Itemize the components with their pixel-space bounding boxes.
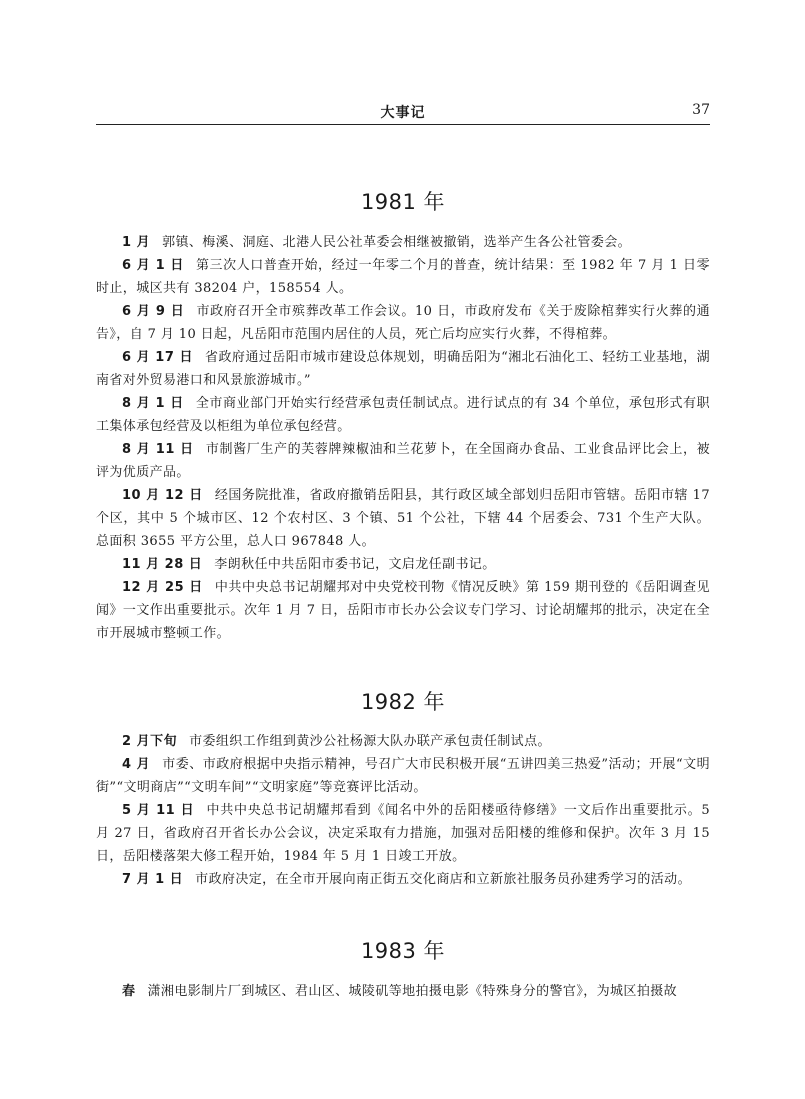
event-entry [96,231,710,254]
event-text: 郭镇、梅溪、洞庭、北港人民公社革委会相继被撤销，选举产生各公社管委会。 [162,235,632,250]
year-heading: 1981 年 [360,190,446,214]
event-date: 8 月 1 日 [122,396,184,411]
event-date: 6 月 9 日 [122,304,185,319]
event-text: 全市商业部门开始实行经营承包责任制试点。进行试点的有 34 个单位，承包形式有职工集体承包经营及以柜组为单位承包经营。 [96,396,710,434]
event-entry [96,254,710,300]
event-date: 6 月 17 日 [122,350,194,365]
event-date: 4 月 [122,757,151,772]
event-entry [96,438,710,484]
year-heading: 1983 年 [360,939,446,963]
year-entries [96,980,710,1003]
event-text: 市政府决定，在全市开展向南正街五交化商店和立新旅社服务员孙建秀学习的活动。 [195,872,691,887]
event-entry [96,576,710,645]
event-entry [96,799,710,868]
event-text: 经国务院批准，省政府撤销岳阳县，其行政区域全部划归岳阳市管辖。岳阳市辖 17 个区，其中 5 个城市区、12 个农村区、3 个镇、51 个公社，下辖 44 个居委会、731 个生产大队。总面积 3655 平方公里，总人口 967848 人。 [96,488,711,549]
event-entry [96,730,710,753]
event-entry [96,553,710,576]
event-date: 11 月 28 日 [122,557,203,572]
year-entries [96,231,710,645]
event-text: 市委、市政府根据中央指示精神，号召广大市民积极开展“五讲四美三热爱”活动；开展“文明街”“文明商店”“文明车间”“文明家庭”等竞赛评比活动。 [96,757,710,795]
header-title: 大事记 [380,105,426,121]
page-number: 37 [692,102,710,118]
event-text: 市政府召开全市殡葬改革工作会议。10 日，市政府发布《关于废除棺葬实行火葬的通告》，自 7 月 10 日起，凡岳阳市范围内居住的人员，死亡后均应实行火葬，不得棺葬。 [96,304,711,342]
event-date: 7 月 1 日 [122,872,184,887]
event-text: 潇湘电影制片厂到城区、君山区、城陵矶等地拍摄电影《特殊身分的警官》，为城区拍摄故 [147,984,678,999]
year-entries [96,730,710,891]
event-text: 中共中央总书记胡耀邦对中央党校刊物《情况反映》第 159 期刊登的《岳阳调查见闻》一文作出重要批示。次年 1 月 7 日，岳阳市市长办公会议专门学习、讨论胡耀邦的批示，决定在全市开展城市整顿工作。 [96,580,710,641]
event-entry [96,346,710,392]
year-heading: 1982 年 [360,690,446,714]
event-text: 李朗秋任中共岳阳市委书记，文启龙任副书记。 [214,557,496,572]
event-text: 第三次人口普查开始，经过一年零二个月的普查，统计结果：至 1982 年 7 月 1 日零时止，城区共有 38204 户，158554 人。 [96,258,710,296]
event-text: 市制酱厂生产的芙蓉牌辣椒油和兰花萝卜，在全国商办食品、工业食品评比会上，被评为优质产品。 [96,442,710,480]
running-header [96,100,710,125]
event-date: 5 月 11 日 [122,803,195,818]
event-date: 6 月 1 日 [122,258,184,273]
event-date: 2 月下旬 [122,734,178,749]
event-text: 省政府通过岳阳市城市建设总体规划，明确岳阳为“湘北石油化工、轻纺工业基地，湖南省对外贸易港口和风景旅游城市。” [96,350,710,388]
event-text: 市委组织工作组到黄沙公社杨源大队办联产承包责任制试点。 [189,734,551,749]
event-entry [96,484,710,553]
event-date: 10 月 12 日 [122,488,203,503]
event-entry [96,868,710,891]
event-entry [96,392,710,438]
event-date: 12 月 25 日 [122,580,203,595]
event-entry [96,753,710,799]
event-date: 1 月 [122,235,151,250]
event-date: 春 [122,984,136,999]
event-date: 8 月 11 日 [122,442,194,457]
event-entry [96,300,710,346]
event-text: 中共中央总书记胡耀邦看到《闻名中外的岳阳楼亟待修缮》一文后作出重要批示。5 月 27 日，省政府召开省长办公会议，决定采取有力措施，加强对岳阳楼的维修和保护。次年 3 月 15 日，岳阳楼落架大修工程开始，1984 年 5 月 1 日竣工开放。 [96,803,710,864]
event-entry [96,980,710,1003]
